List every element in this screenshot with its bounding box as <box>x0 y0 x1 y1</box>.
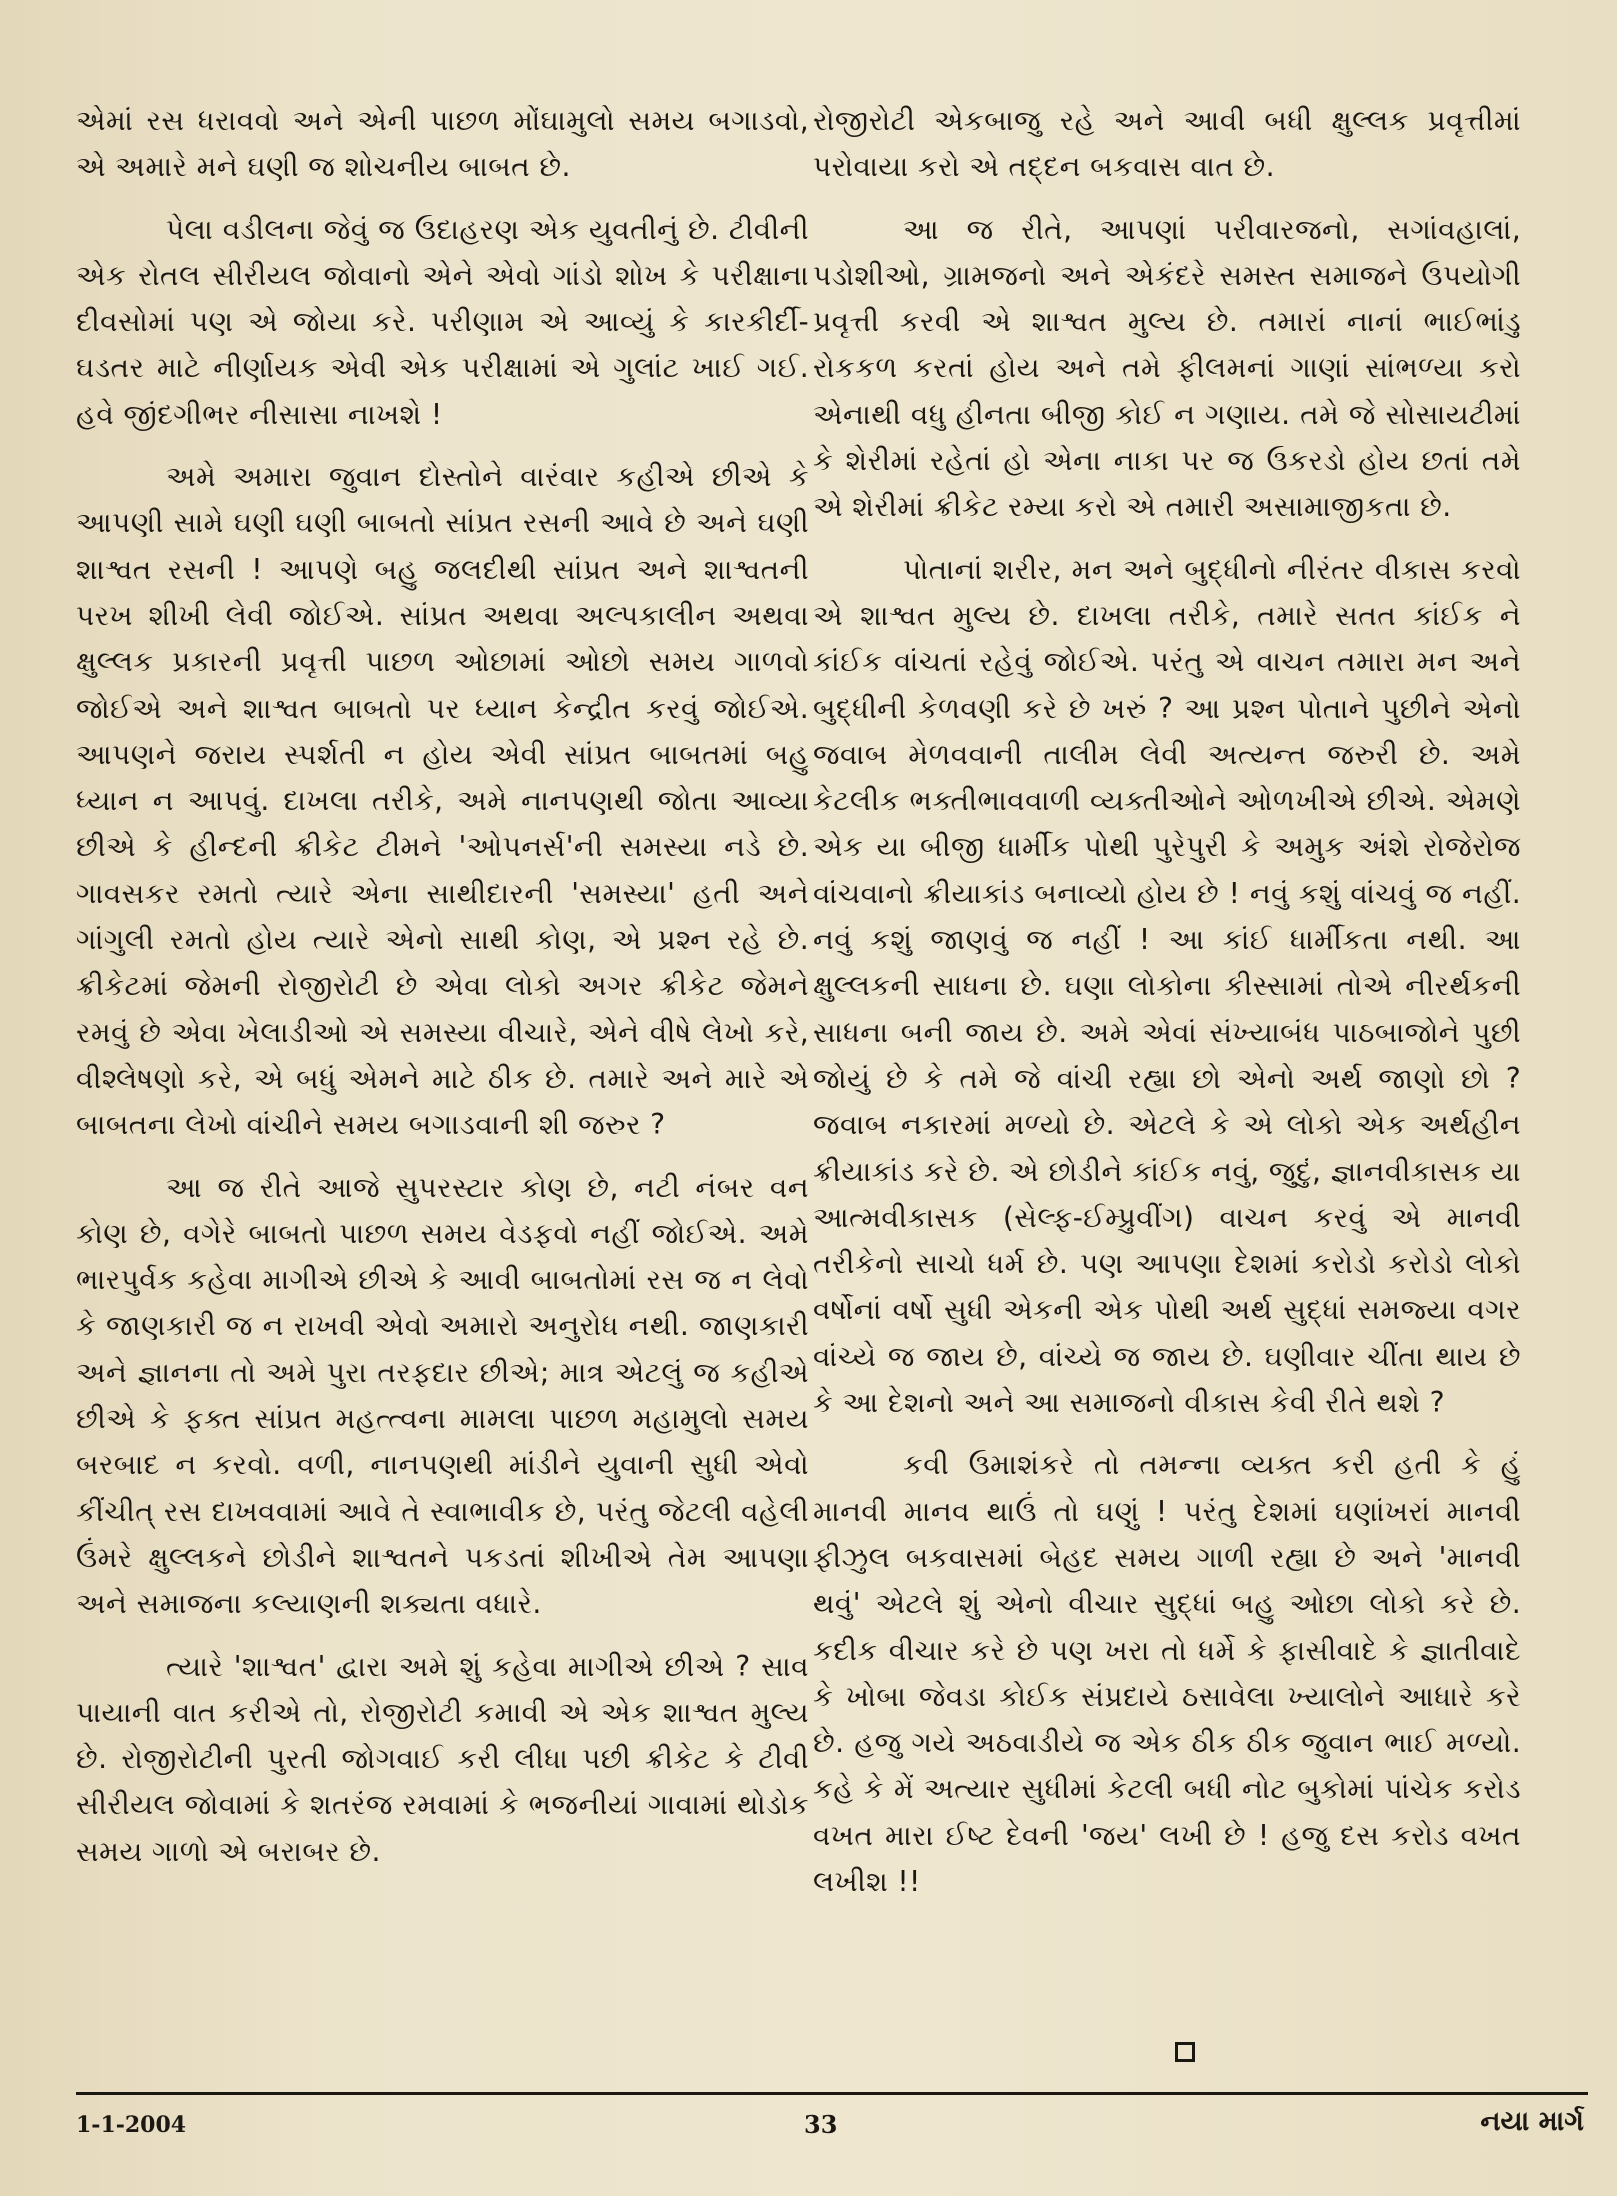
end-of-article-mark <box>1175 2042 1195 2062</box>
paragraph: પેલા વડીલના જેવું જ ઉદાહરણ એક યુવતીનું છે. ટીવીની એક રોતલ સીરીયલ જોવાનો એને એવો ગાંડો શોખ કે પરીક્ષાના દીવસોમાં પણ એ જોયા કરે. પરીણામ એ આવ્યું કે કારકીર્દી-ઘડતર માટે નીર્ણાયક એવી એક પરીક્ષામાં એ ગુલાંટ ખાઈ ગઈ. હવે જીંદગીભર નીસાસા નાખશે ! <box>76 212 809 431</box>
paragraph: અમે અમારા જુવાન દોસ્તોને વારંવાર કહીએ છીએ કે આપણી સામે ઘણી ઘણી બાબતો સાંપ્રત રસની આવે છે અને ઘણી શાશ્વત રસની ! આપણે બહુ જલદીથી સાંપ્રત અને શાશ્વતની પરખ શીખી લેવી જોઈએ. સાંપ્રત અથવા અલ્પકાલીન અથવા ક્ષુલ્લક પ્રકારની પ્રવૃત્તી પાછળ ઓછામાં ઓછો સમય ગાળવો જોઈએ અને શાશ્વત બાબતો પર ધ્યાન કેન્દ્રીત કરવું જોઈએ. આપણને જરાય સ્પર્શતી ન હોય એવી સાંપ્રત બાબતમાં બહુ ધ્યાન ન આપવું. દાખલા તરીકે, અમે નાનપણથી જોતા આવ્યા છીએ કે હીન્દની ક્રીકેટ ટીમને 'ઓપનર્સ'ની સમસ્યા નડે છે. ગાવસકર રમતો ત્યારે એના સાથીદારની 'સમસ્યા' હતી અને ગાંગુલી રમતો હોય ત્યારે એનો સાથી કોણ, એ પ્રશ્ન રહે છે. ક્રીકેટમાં જેમની રોજીરોટી છે એવા લોકો અગર ક્રીકેટ જેમને રમવું છે એવા ખેલાડીઓ એ સમસ્યા વીચારે, એને વીષે લેખો કરે, વીશ્લેષણો કરે, એ બધું એમને માટે ઠીક છે. તમારે અને મારે એ બાબતના લેખો વાંચીને સમય બગાડવાની શી જરુર ? <box>76 460 809 1142</box>
footer-rule <box>76 2092 1588 2095</box>
paragraph: પોતાનાં શરીર, મન અને બુદ્ધીનો નીરંતર વીકાસ કરવો એ શાશ્વત મુલ્ય છે. દાખલા તરીકે, તમારે સતત કાંઈક ને કાંઈક વાંચતાં રહેવું જોઈએ. પરંતુ એ વાચન તમારા મન અને બુદ્ધીની કેળવણી કરે છે ખરું ? આ પ્રશ્ન પોતાને પુછીને એનો જવાબ મેળવવાની તાલીમ લેવી અત્યન્ત જરુરી છે. અમે કેટલીક ભક્તીભાવવાળી વ્યક્તીઓને ઓળખીએ છીએ. એમણે એક યા બીજી ધાર્મીક પોથી પુરેપુરી કે અમુક અંશે રોજેરોજ વાંચવાનો ક્રીયાકાંડ બનાવ્યો હોય છે ! નવું કશું વાંચવું જ નહીં. નવું કશું જાણવું જ નહીં ! આ કાંઈ ધાર્મીકતા નથી. આ ક્ષુલ્લકની સાધના છે. ઘણા લોકોના કીસ્સામાં તોએ નીરર્થકની સાધના બની જાય છે. અમે એવાં સંખ્યાબંધ પાઠબાજોને પુછી જોયું છે કે તમે જે વાંચી રહ્યા છો એનો અર્થ જાણો છો ? જવાબ નકારમાં મળ્યો છે. એટલે કે એ લોકો એક અર્થહીન ક્રીયાકાંડ કરે છે. એ છોડીને કાંઈક નવું, જુદું, જ્ઞાનવીકાસક યા આત્મવીકાસક (સેલ્ફ-ઈમ્પ્રુવીંગ) વાચન કરવું એ માનવી તરીકેનો સાચો ધર્મ છે. પણ આપણા દેશમાં કરોડો કરોડો લોકો વર્ષોનાં વર્ષો સુધી એકની એક પોથી અર્થ સુદ્ધાં સમજ્યા વગર વાંચ્યે જ જાય છે, વાંચ્યે જ જાય છે. ઘણીવાર ચીંતા થાય છે કે આ દેશનો અને આ સમાજનો વીકાસ કેવી રીતે થશે ? <box>813 552 1521 1420</box>
paragraph: એમાં રસ ધરાવવો અને એની પાછળ મોંઘામુલો સમય બગાડવો, એ અમારે મને ઘણી જ શોચનીય બાબત છે. <box>76 104 809 184</box>
right-column <box>813 98 1521 1905</box>
magazine-name: નયા માર્ગ <box>1480 2106 1584 2137</box>
paragraph: આ જ રીતે, આપણાં પરીવારજનો, સગાંવહાલાં, પડોશીઓ, ગ્રામજનો અને એકંદરે સમસ્ત સમાજને ઉપયોગી પ્રવૃત્તી કરવી એ શાશ્વત મુલ્ય છે. તમારાં નાનાં ભાઈભાંડુ રોકકળ કરતાં હોય અને તમે ફીલમનાં ગાણાં સાંભળ્યા કરો એનાથી વધુ હીનતા બીજી કોઈ ન ગણાય. તમે જે સોસાયટીમાં કે શેરીમાં રહેતાં હો એના નાકા પર જ ઉકરડો હોય છતાં તમે એ શેરીમાં ક્રીકેટ રમ્યા કરો એ તમારી અસામાજીકતા છે. <box>813 212 1521 524</box>
paragraph: ત્યારે 'શાશ્વત' દ્વારા અમે શું કહેવા માગીએ છીએ ? સાવ પાયાની વાત કરીએ તો, રોજીરોટી કમાવી એ એક શાશ્વત મુલ્ય છે. રોજીરોટીની પુરતી જોગવાઈ કરી લીધા પછી ક્રીકેટ કે ટીવી સીરીયલ જોવામાં કે શતરંજ રમવામાં કે ભજનીયાં ગાવામાં થોડોક સમય ગાળો એ બરાબર છે. <box>76 1649 809 1868</box>
left-column <box>76 98 809 1875</box>
page-number: 33 <box>804 2110 838 2139</box>
paragraph: રોજીરોટી એકબાજુ રહે અને આવી બધી ક્ષુલ્લક પ્રવૃત્તીમાં પરોવાયા કરો એ તદ્દન બકવાસ વાત છે. <box>813 104 1521 184</box>
paragraph: આ જ રીતે આજે સુપરસ્ટાર કોણ છે, નટી નંબર વન કોણ છે, વગેરે બાબતો પાછળ સમય વેડફવો નહીં જોઈએ. અમે ભારપુર્વક કહેવા માગીએ છીએ કે આવી બાબતોમાં રસ જ ન લેવો કે જાણકારી જ ન રાખવી એવો અમારો અનુરોધ નથી. જાણકારી અને જ્ઞાનના તો અમે પુરા તરફદાર છીએ; માત્ર એટલું જ કહીએ છીએ કે ફક્ત સાંપ્રત મહત્ત્વના મામલા પાછળ મહામુલો સમય બરબાદ ન કરવો. વળી, નાનપણથી માંડીને યુવાની સુધી એવો કીંચીત્ રસ દાખવવામાં આવે તે સ્વાભાવીક છે, પરંતુ જેટલી વહેલી ઉંમરે ક્ષુલ્લકને છોડીને શાશ્વતને પકડતાં શીખીએ તેમ આપણા અને સમાજના કલ્યાણની શક્યતા વધારે. <box>76 1170 809 1621</box>
issue-date: 1-1-2004 <box>76 2112 187 2138</box>
paragraph: કવી ઉમાશંકરે તો તમન્ના વ્યક્ત કરી હતી કે હું માનવી માનવ થાઉં તો ઘણું ! પરંતુ દેશમાં ઘણાંખરાં માનવી ફીઝુલ બકવાસમાં બેહદ સમય ગાળી રહ્યા છે અને 'માનવી થવું' એટલે શું એનો વીચાર સુદ્ધાં બહુ ઓછા લોકો કરે છે. કદીક વીચાર કરે છે પણ ખરા તો ધર્મે કે ફાસીવાદે કે જ્ઞાતીવાદે કે ખોબા જેવડા કોઈક સંપ્રદાયે ઠસાવેલા ખ્યાલોને આધારે કરે છે. હજુ ગયે અઠવાડીયે જ એક ઠીક ઠીક જુવાન ભાઈ મળ્યો. કહે કે મેં અત્યાર સુધીમાં કેટલી બધી નોટ બુકોમાં પાંચેક કરોડ વખત મારા ઈષ્ટ દેવની 'જય' લખી છે ! હજુ દસ કરોડ વખત લખીશ !! <box>813 1448 1521 1898</box>
